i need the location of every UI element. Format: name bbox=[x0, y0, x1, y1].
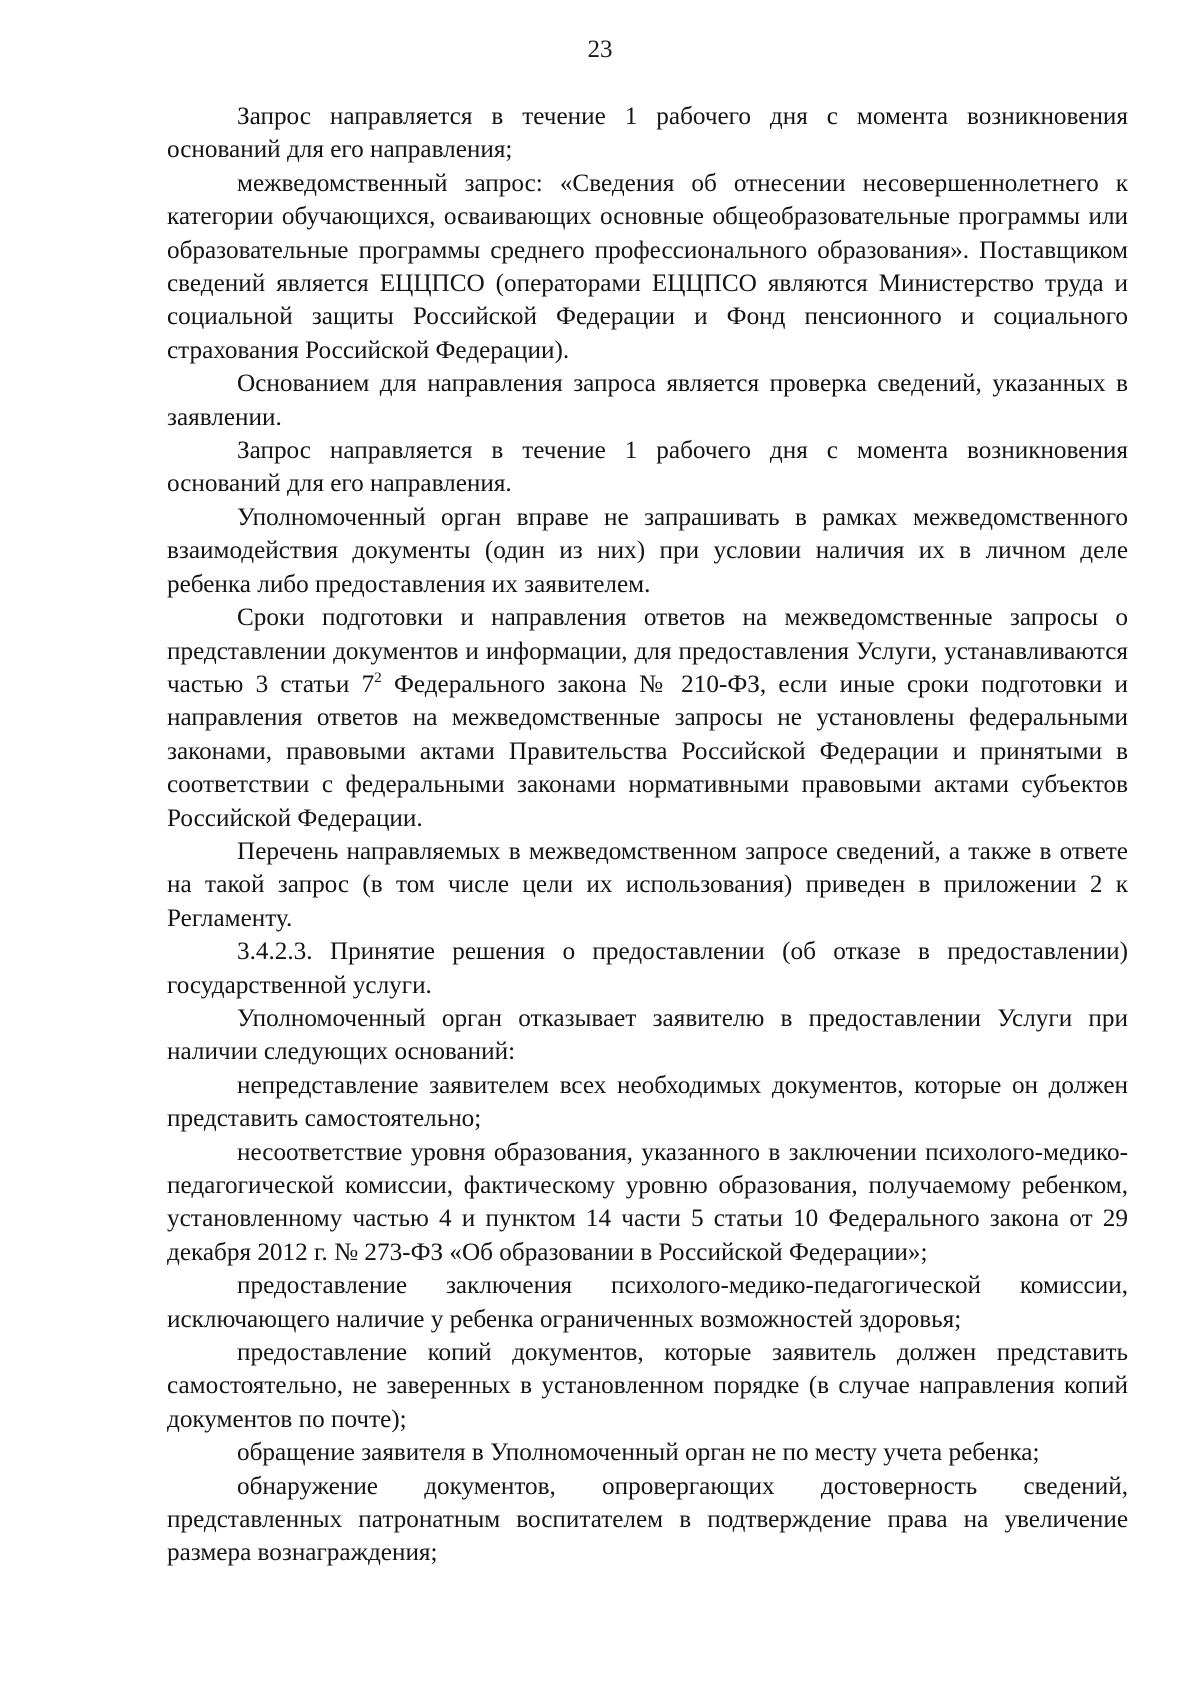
paragraph: обращение заявителя в Уполномоченный орган не по месту учета ребенка; bbox=[237, 1439, 1040, 1467]
paragraph: межведомственный запрос: «Сведения об отнесении несовершеннолетнего к категории обучающихся, осваивающих основные общеобразовательные программы или образовательные программы среднего профессионального образования». Поставщиком сведений является ЕЦЦПСО (операторами ЕЦЦПСО являются Министерство труда и социальной защиты Российской Федерации и Фонд пенсионного и социального страхования Российской Федерации). bbox=[167, 169, 1128, 364]
superscript: 2 bbox=[374, 669, 382, 686]
paragraph: Уполномоченный орган вправе не запрашивать в рамках межведомственного взаимодействия документы (один из них) при условии наличия их в личном деле ребенка либо предоставления их заявителем. bbox=[167, 503, 1128, 598]
paragraph: 3.4.2.3. Принятие решения о предоставлении (об отказе в предоставлении) государственной услуги. bbox=[167, 938, 1128, 999]
paragraph: предоставление заключения психолого-медико-педагогической комиссии, исключающего наличие у ребенка ограниченных возможностей здоровья; bbox=[167, 1272, 1128, 1333]
paragraph: Уполномоченный орган отказывает заявителю в предоставлении Услуги при наличии следующих оснований: bbox=[167, 1004, 1128, 1066]
paragraph-text: Сроки подготовки и направления ответов на межведомственные запросы о представлении документов и информации, для предоставления Услуги, устанавливаются частью 3 статьи 7 bbox=[167, 604, 1128, 698]
paragraph: непредставление заявителем всех необходимых документов, которые он должен представить самостоятельно; bbox=[167, 1071, 1128, 1133]
paragraph bbox=[167, 601, 1128, 835]
paragraph: Запрос направляется в течение 1 рабочего дня с момента возникновения оснований для его направления; bbox=[167, 103, 1128, 164]
page-number: 23 bbox=[587, 36, 613, 63]
paragraph: несоответствие уровня образования, указанного в заключении психолого-медико-педагогической комиссии, фактическому уровню образования, получаемому ребенком, установленному частью 4 и пунктом 14 части 5 статьи 10 Федерального закона от 29 декабря 2012 г. № 273-ФЗ «Об образовании в Российской Федерации»; bbox=[167, 1138, 1128, 1266]
paragraph-text: Федерального закона № 210-ФЗ, если иные сроки подготовки и направления ответов на межведомственные запросы не установлены федеральными законами, правовыми актами Правительства Российской Федерации и принятыми в соответствии с федеральными законами нормативными правовыми актами субъектов Российской Федерации. bbox=[167, 670, 1128, 832]
paragraph: предоставление копий документов, которые заявитель должен представить самостоятельно, не заверенных в установленном порядке (в случае направления копий документов по почте); bbox=[167, 1339, 1128, 1433]
paragraph: Перечень направляемых в межведомственном запросе сведений, а также в ответе на такой запрос (в том числе цели их использования) приведен в приложении 2 к Регламенту. bbox=[167, 837, 1128, 932]
paragraph: Основанием для направления запроса является проверка сведений, указанных в заявлении. bbox=[167, 370, 1128, 431]
document-body bbox=[167, 100, 1128, 1570]
paragraph: Запрос направляется в течение 1 рабочего дня с момента возникновения оснований для его направления. bbox=[167, 437, 1128, 498]
paragraph: обнаружение документов, опровергающих достоверность сведений, представленных патронатным воспитателем в подтверждение права на увеличение размера вознаграждения; bbox=[167, 1472, 1128, 1567]
